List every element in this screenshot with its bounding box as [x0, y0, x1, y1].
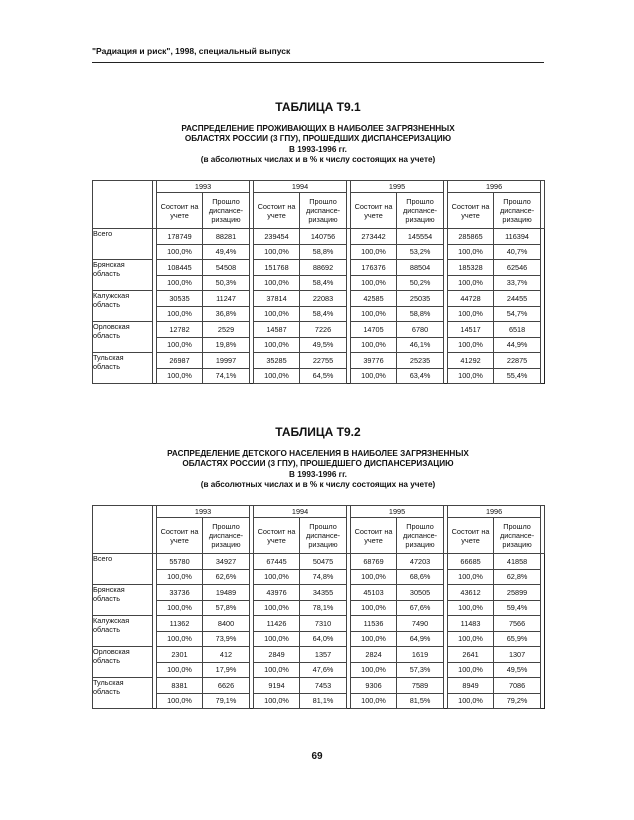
- examined-percent: 49,4%: [203, 244, 250, 260]
- examined-count: 412: [203, 647, 250, 663]
- registered-percent: 100,0%: [254, 306, 300, 322]
- examined-count: 1357: [300, 647, 347, 663]
- examined-count: 7086: [494, 678, 541, 694]
- caption-line: ОБЛАСТЯХ РОССИИ (3 ГПУ), ПРОШЕДШЕГО ДИСПАНСЕРИЗАЦИЮ: [182, 459, 454, 469]
- registered-percent: 100,0%: [157, 368, 203, 384]
- registered-count: 2641: [448, 647, 494, 663]
- table-title: ТАБЛИЦА Т9.1: [275, 100, 361, 114]
- registered-percent: 100,0%: [254, 569, 300, 585]
- registered-count: 11483: [448, 616, 494, 632]
- examined-header: Прошло диспансе- ризацию: [397, 518, 444, 554]
- registered-percent: 100,0%: [254, 662, 300, 678]
- page-number: 69: [311, 751, 323, 762]
- examined-count: 7490: [397, 616, 444, 632]
- examined-count: 24455: [494, 291, 541, 307]
- examined-count: 22083: [300, 291, 347, 307]
- registered-percent: 100,0%: [254, 693, 300, 709]
- registered-count: 68769: [351, 554, 397, 570]
- examined-count: 140756: [300, 229, 347, 245]
- registered-count: 45103: [351, 585, 397, 601]
- registered-percent: 100,0%: [448, 600, 494, 616]
- registered-count: 176376: [351, 260, 397, 276]
- examined-header: Прошло диспансе- ризацию: [300, 193, 347, 229]
- registered-percent: 100,0%: [351, 662, 397, 678]
- table-caption: [92, 124, 544, 165]
- registered-percent: 100,0%: [351, 693, 397, 709]
- table-t9-1-block: [92, 100, 544, 384]
- registered-count: 108445: [157, 260, 203, 276]
- examined-percent: 47,6%: [300, 662, 347, 678]
- examined-count: 50475: [300, 554, 347, 570]
- registered-header: Состоит на учете: [157, 193, 203, 229]
- examined-header: Прошло диспансе- ризацию: [203, 193, 250, 229]
- examined-percent: 79,1%: [203, 693, 250, 709]
- examined-count: 7566: [494, 616, 541, 632]
- registered-count: 42585: [351, 291, 397, 307]
- examined-count: 145554: [397, 229, 444, 245]
- registered-percent: 100,0%: [254, 368, 300, 384]
- year-header: 1996: [448, 181, 541, 193]
- registered-count: 67445: [254, 554, 300, 570]
- examined-count: 54508: [203, 260, 250, 276]
- registered-percent: 100,0%: [448, 569, 494, 585]
- registered-header: Состоит на учете: [448, 518, 494, 554]
- examined-percent: 62,8%: [494, 569, 541, 585]
- year-header: 1996: [448, 506, 541, 518]
- header-corner: [93, 181, 153, 229]
- examined-percent: 36,8%: [203, 306, 250, 322]
- year-header: 1993: [157, 506, 250, 518]
- examined-count: 116394: [494, 229, 541, 245]
- examined-percent: 55,4%: [494, 368, 541, 384]
- examined-percent: 63,4%: [397, 368, 444, 384]
- region-label: Брянская область: [93, 260, 153, 291]
- region-label: Всего: [93, 229, 153, 260]
- registered-header: Состоит на учете: [157, 518, 203, 554]
- examined-header: Прошло диспансе- ризацию: [300, 518, 347, 554]
- registered-count: 37814: [254, 291, 300, 307]
- examined-percent: 79,2%: [494, 693, 541, 709]
- examined-count: 30505: [397, 585, 444, 601]
- region-label: Орловская область: [93, 322, 153, 353]
- caption-line: В 1993-1996 гг.: [289, 469, 347, 479]
- examined-count: 88692: [300, 260, 347, 276]
- header-rule: [92, 62, 544, 63]
- caption-line: РАСПРЕДЕЛЕНИЕ ДЕТСКОГО НАСЕЛЕНИЯ В НАИБОЛЕЕ ЗАГРЯЗНЕННЫХ: [167, 449, 469, 458]
- registered-header: Состоит на учете: [254, 193, 300, 229]
- running-head: "Радиация и риск", 1998, специальный выпуск: [92, 46, 291, 56]
- registered-count: 43976: [254, 585, 300, 601]
- registered-count: 35285: [254, 353, 300, 369]
- registered-percent: 100,0%: [157, 244, 203, 260]
- examined-percent: 50,3%: [203, 275, 250, 291]
- examined-percent: 54,7%: [494, 306, 541, 322]
- examined-percent: 50,2%: [397, 275, 444, 291]
- registered-header: Состоит на учете: [448, 193, 494, 229]
- examined-count: 88281: [203, 229, 250, 245]
- registered-count: 33736: [157, 585, 203, 601]
- year-header: 1994: [254, 506, 347, 518]
- registered-percent: 100,0%: [254, 337, 300, 353]
- registered-count: 11536: [351, 616, 397, 632]
- examined-percent: 49,5%: [494, 662, 541, 678]
- examined-count: 47203: [397, 554, 444, 570]
- examined-count: 7226: [300, 322, 347, 338]
- registered-count: 285865: [448, 229, 494, 245]
- registered-header: Состоит на учете: [254, 518, 300, 554]
- registered-percent: 100,0%: [157, 662, 203, 678]
- registered-percent: 100,0%: [448, 244, 494, 260]
- caption-line: (в абсолютных числах и в % к числу состоящих на учете): [200, 479, 436, 489]
- registered-percent: 100,0%: [351, 337, 397, 353]
- registered-count: 43612: [448, 585, 494, 601]
- registered-percent: 100,0%: [351, 600, 397, 616]
- registered-count: 26987: [157, 353, 203, 369]
- region-label: Всего: [93, 554, 153, 585]
- examined-count: 7589: [397, 678, 444, 694]
- region-label: Тульская область: [93, 678, 153, 709]
- examined-percent: 49,5%: [300, 337, 347, 353]
- caption-line: ОБЛАСТЯХ РОССИИ (3 ГПУ), ПРОШЕДШИХ ДИСПАНСЕРИЗАЦИЮ: [184, 134, 452, 144]
- examined-percent: 62,6%: [203, 569, 250, 585]
- region-label: Калужская область: [93, 291, 153, 322]
- examined-percent: 73,9%: [203, 631, 250, 647]
- registered-percent: 100,0%: [157, 600, 203, 616]
- registered-count: 12782: [157, 322, 203, 338]
- examined-percent: 58,8%: [300, 244, 347, 260]
- table-title: ТАБЛИЦА Т9.2: [275, 425, 361, 439]
- region-label: Калужская область: [93, 616, 153, 647]
- registered-count: 39776: [351, 353, 397, 369]
- examined-count: 6518: [494, 322, 541, 338]
- region-label: Орловская область: [93, 647, 153, 678]
- examined-percent: 64,0%: [300, 631, 347, 647]
- registered-percent: 100,0%: [157, 693, 203, 709]
- examined-percent: 67,6%: [397, 600, 444, 616]
- registered-count: 55780: [157, 554, 203, 570]
- registered-count: 11426: [254, 616, 300, 632]
- examined-count: 62546: [494, 260, 541, 276]
- examined-percent: 40,7%: [494, 244, 541, 260]
- registered-count: 178749: [157, 229, 203, 245]
- table-caption: [92, 449, 544, 490]
- registered-header: Состоит на учете: [351, 193, 397, 229]
- examined-count: 2529: [203, 322, 250, 338]
- registered-count: 9194: [254, 678, 300, 694]
- registered-percent: 100,0%: [254, 244, 300, 260]
- examined-count: 7310: [300, 616, 347, 632]
- registered-count: 2301: [157, 647, 203, 663]
- registered-percent: 100,0%: [157, 337, 203, 353]
- registered-percent: 100,0%: [157, 631, 203, 647]
- registered-percent: 100,0%: [351, 569, 397, 585]
- registered-percent: 100,0%: [351, 275, 397, 291]
- region-label: Тульская область: [93, 353, 153, 384]
- registered-count: 2849: [254, 647, 300, 663]
- registered-percent: 100,0%: [448, 306, 494, 322]
- registered-percent: 100,0%: [351, 631, 397, 647]
- registered-count: 14517: [448, 322, 494, 338]
- registered-percent: 100,0%: [351, 368, 397, 384]
- caption-line: (в абсолютных числах и в % к числу состоящих на учете): [200, 154, 436, 164]
- year-header: 1995: [351, 506, 444, 518]
- registered-percent: 100,0%: [351, 244, 397, 260]
- table-t9-2-block: [92, 425, 544, 709]
- examined-percent: 74,8%: [300, 569, 347, 585]
- examined-count: 25899: [494, 585, 541, 601]
- registered-percent: 100,0%: [448, 337, 494, 353]
- examined-percent: 19,8%: [203, 337, 250, 353]
- registered-percent: 100,0%: [254, 600, 300, 616]
- registered-percent: 100,0%: [254, 275, 300, 291]
- data-table: [92, 505, 545, 709]
- examined-percent: 81,1%: [300, 693, 347, 709]
- registered-count: 185328: [448, 260, 494, 276]
- examined-count: 34355: [300, 585, 347, 601]
- examined-count: 1619: [397, 647, 444, 663]
- registered-count: 14587: [254, 322, 300, 338]
- examined-percent: 17,9%: [203, 662, 250, 678]
- registered-percent: 100,0%: [157, 306, 203, 322]
- examined-count: 8400: [203, 616, 250, 632]
- registered-count: 239454: [254, 229, 300, 245]
- examined-percent: 57,3%: [397, 662, 444, 678]
- registered-percent: 100,0%: [254, 631, 300, 647]
- examined-count: 34927: [203, 554, 250, 570]
- examined-count: 6626: [203, 678, 250, 694]
- region-label: Брянская область: [93, 585, 153, 616]
- registered-count: 14705: [351, 322, 397, 338]
- examined-percent: 74,1%: [203, 368, 250, 384]
- examined-count: 19997: [203, 353, 250, 369]
- registered-count: 2824: [351, 647, 397, 663]
- registered-count: 44728: [448, 291, 494, 307]
- registered-count: 8949: [448, 678, 494, 694]
- examined-percent: 57,8%: [203, 600, 250, 616]
- examined-percent: 78,1%: [300, 600, 347, 616]
- examined-header: Прошло диспансе- ризацию: [203, 518, 250, 554]
- examined-percent: 59,4%: [494, 600, 541, 616]
- examined-count: 41858: [494, 554, 541, 570]
- registered-header: Состоит на учете: [351, 518, 397, 554]
- registered-percent: 100,0%: [448, 693, 494, 709]
- registered-count: 66685: [448, 554, 494, 570]
- registered-percent: 100,0%: [448, 275, 494, 291]
- examined-count: 22755: [300, 353, 347, 369]
- registered-count: 8381: [157, 678, 203, 694]
- caption-line: РАСПРЕДЕЛЕНИЕ ПРОЖИВАЮЩИХ В НАИБОЛЕЕ ЗАГРЯЗНЕННЫХ: [181, 124, 455, 133]
- year-header: 1994: [254, 181, 347, 193]
- examined-percent: 53,2%: [397, 244, 444, 260]
- examined-percent: 58,4%: [300, 275, 347, 291]
- examined-percent: 68,6%: [397, 569, 444, 585]
- data-table: [92, 180, 545, 384]
- examined-percent: 58,4%: [300, 306, 347, 322]
- registered-count: 9306: [351, 678, 397, 694]
- examined-header: Прошло диспансе- ризацию: [494, 518, 541, 554]
- registered-count: 30535: [157, 291, 203, 307]
- year-header: 1995: [351, 181, 444, 193]
- registered-percent: 100,0%: [448, 662, 494, 678]
- registered-percent: 100,0%: [157, 569, 203, 585]
- examined-header: Прошло диспансе- ризацию: [397, 193, 444, 229]
- examined-percent: 58,8%: [397, 306, 444, 322]
- header-corner: [93, 506, 153, 554]
- examined-percent: 44,9%: [494, 337, 541, 353]
- year-header: 1993: [157, 181, 250, 193]
- registered-percent: 100,0%: [448, 631, 494, 647]
- caption-line: В 1993-1996 гг.: [289, 144, 347, 154]
- registered-count: 273442: [351, 229, 397, 245]
- examined-count: 88504: [397, 260, 444, 276]
- examined-count: 11247: [203, 291, 250, 307]
- examined-percent: 65,9%: [494, 631, 541, 647]
- examined-count: 25035: [397, 291, 444, 307]
- examined-count: 6780: [397, 322, 444, 338]
- registered-count: 11362: [157, 616, 203, 632]
- registered-percent: 100,0%: [351, 306, 397, 322]
- examined-count: 7453: [300, 678, 347, 694]
- examined-count: 22875: [494, 353, 541, 369]
- examined-percent: 46,1%: [397, 337, 444, 353]
- examined-percent: 64,5%: [300, 368, 347, 384]
- examined-percent: 81,5%: [397, 693, 444, 709]
- registered-count: 41292: [448, 353, 494, 369]
- examined-percent: 33,7%: [494, 275, 541, 291]
- examined-count: 19489: [203, 585, 250, 601]
- registered-count: 151768: [254, 260, 300, 276]
- examined-count: 1307: [494, 647, 541, 663]
- examined-count: 25235: [397, 353, 444, 369]
- registered-percent: 100,0%: [157, 275, 203, 291]
- examined-header: Прошло диспансе- ризацию: [494, 193, 541, 229]
- examined-percent: 64,9%: [397, 631, 444, 647]
- registered-percent: 100,0%: [448, 368, 494, 384]
